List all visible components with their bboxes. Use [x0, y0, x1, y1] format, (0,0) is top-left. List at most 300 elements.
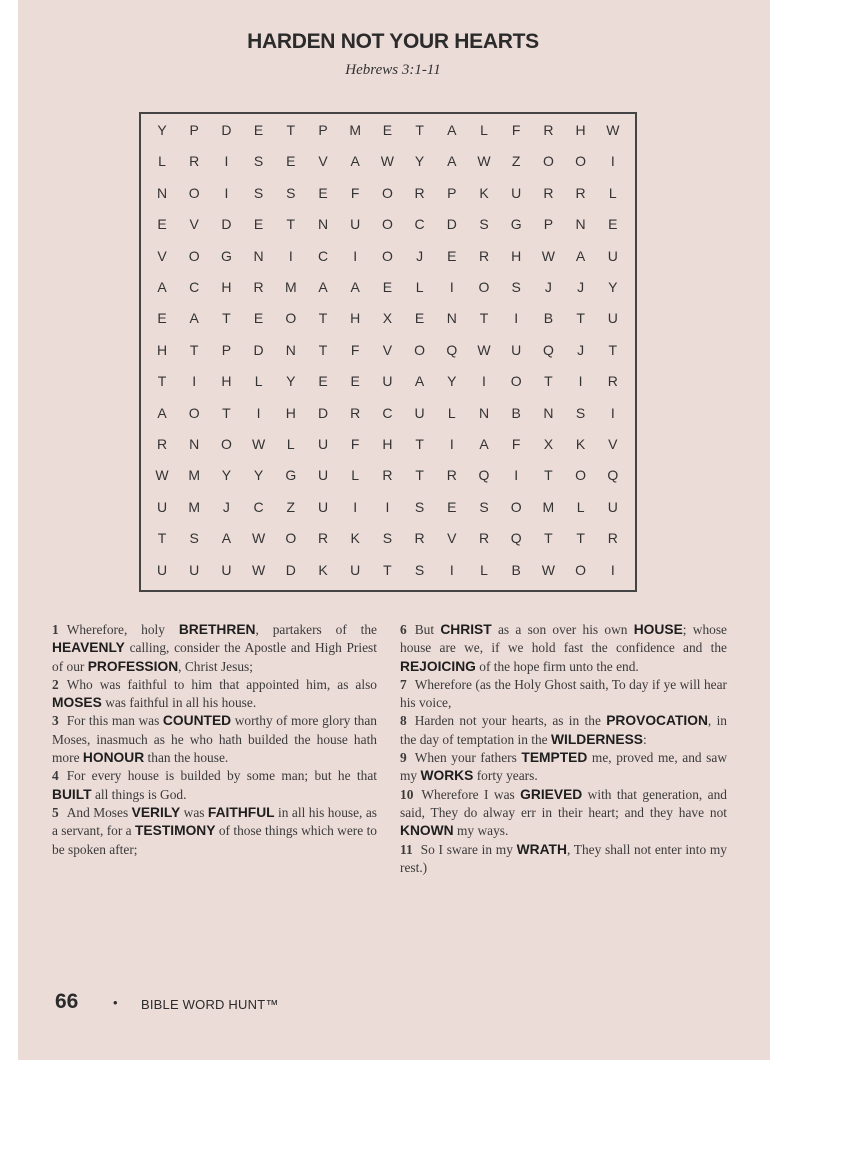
verse-number: 10 — [400, 786, 414, 802]
grid-letter[interactable]: I — [192, 373, 197, 390]
grid-letter[interactable]: A — [157, 404, 167, 421]
grid-letter[interactable]: C — [382, 404, 393, 421]
grid-letter[interactable]: T — [544, 373, 553, 390]
grid-letter[interactable]: G — [285, 467, 297, 484]
grid-letter[interactable]: K — [318, 561, 328, 578]
grid-letter[interactable]: H — [156, 341, 168, 358]
grid-letter[interactable]: O — [188, 404, 200, 421]
grid-letter[interactable]: N — [189, 436, 200, 452]
grid-letter[interactable]: L — [415, 279, 424, 295]
grid-letter[interactable]: V — [447, 530, 457, 547]
grid-letter[interactable]: U — [414, 404, 425, 421]
grid-letter[interactable]: W — [251, 530, 266, 547]
keyword: CHRIST — [440, 622, 492, 637]
grid-letter[interactable]: T — [222, 404, 231, 421]
verse-text: Wherefore (as the Holy Ghost saith, To day if ye will hear his voice, — [400, 676, 727, 711]
grid-letter[interactable]: O — [381, 216, 393, 233]
grid-letter[interactable]: O — [188, 184, 200, 201]
verse-7 — [400, 676, 727, 713]
grid-letter[interactable]: C — [414, 216, 425, 233]
grid-letter[interactable]: M — [188, 467, 201, 484]
grid-letter[interactable]: M — [349, 122, 362, 138]
grid-letter[interactable]: R — [543, 184, 554, 201]
grid-letter[interactable]: E — [414, 310, 425, 327]
grid-letter[interactable]: C — [189, 279, 200, 295]
grid-letter[interactable]: R — [575, 184, 586, 201]
grid-letter[interactable]: M — [284, 279, 297, 295]
verse-text: forty years. — [473, 768, 538, 784]
grid-letter[interactable]: S — [253, 184, 264, 201]
grid-letter[interactable]: S — [253, 153, 264, 170]
grid-letter[interactable]: T — [415, 467, 424, 484]
grid-letter[interactable]: S — [286, 184, 296, 201]
keyword: WRATH — [516, 841, 567, 857]
grid-letter[interactable]: F — [350, 184, 360, 201]
verse-text: , They shall not enter into my rest.) — [400, 841, 727, 875]
grid-letter[interactable]: W — [251, 436, 266, 452]
verses-left-column — [52, 621, 377, 859]
verse-3 — [52, 712, 377, 767]
grid-letter[interactable]: E — [382, 279, 393, 295]
verse-text: my ways. — [453, 823, 509, 839]
grid-letter[interactable]: R — [414, 530, 425, 547]
grid-letter[interactable]: R — [543, 122, 554, 138]
grid-letter[interactable]: L — [286, 436, 295, 452]
grid-letter[interactable]: J — [577, 341, 585, 358]
grid-letter[interactable]: P — [318, 122, 328, 138]
grid-letter[interactable]: T — [318, 310, 328, 327]
grid-letter[interactable]: S — [414, 498, 425, 515]
grid-letter[interactable]: T — [415, 122, 424, 138]
grid-letter[interactable]: O — [510, 373, 522, 390]
grid-letter[interactable]: T — [576, 530, 585, 547]
grid-letter[interactable]: S — [511, 279, 521, 295]
grid-letter[interactable]: B — [511, 561, 521, 578]
grid-letter[interactable]: E — [318, 184, 328, 201]
grid-letter[interactable]: A — [414, 373, 425, 390]
grid-letter[interactable]: L — [576, 498, 585, 515]
grid-letter[interactable]: I — [385, 498, 390, 515]
verse-number: 11 — [400, 841, 413, 857]
grid-letter[interactable]: E — [157, 216, 167, 233]
grid-letter[interactable]: E — [447, 498, 457, 515]
verse-number: 8 — [400, 713, 407, 729]
grid-letter[interactable]: Y — [221, 467, 232, 484]
grid-letter[interactable]: C — [317, 247, 329, 264]
grid-letter[interactable]: N — [446, 310, 457, 327]
grid-letter[interactable]: L — [254, 373, 263, 390]
keyword: TESTIMONY — [134, 823, 216, 839]
grid-letter[interactable]: J — [544, 279, 552, 295]
verse-number: 4 — [52, 768, 59, 784]
grid-letter[interactable]: I — [610, 153, 615, 170]
grid-letter[interactable]: W — [606, 122, 620, 138]
grid-letter[interactable]: O — [575, 467, 587, 484]
grid-letter[interactable]: Q — [446, 341, 458, 358]
keyword: WORKS — [420, 768, 474, 784]
page-footer — [55, 990, 279, 1014]
verse-text: , Christ Jesus; — [178, 658, 253, 674]
grid-letter[interactable]: H — [285, 404, 296, 421]
verse-1 — [52, 621, 377, 676]
grid-letter[interactable]: B — [511, 404, 521, 421]
grid-letter[interactable]: F — [511, 122, 521, 138]
verse-text: of those things which were to be spoken after; — [52, 823, 377, 857]
grid-letter[interactable]: D — [317, 404, 329, 421]
grid-letter[interactable]: T — [479, 310, 489, 327]
grid-letter[interactable]: H — [221, 373, 232, 390]
grid-letter[interactable]: Y — [447, 373, 457, 390]
grid-letter[interactable]: D — [446, 216, 457, 233]
verse-text: Who was faithful to him that appointed him, as also — [66, 676, 377, 692]
grid-letter[interactable]: I — [610, 404, 615, 421]
grid-letter[interactable]: R — [189, 153, 200, 170]
grid-letter[interactable]: N — [285, 341, 296, 358]
grid-letter[interactable]: I — [482, 373, 486, 390]
grid-letter[interactable]: O — [381, 247, 393, 264]
grid-letter[interactable]: I — [449, 436, 454, 452]
grid-letter[interactable]: O — [220, 436, 232, 452]
verse-text: as a son over his own — [491, 622, 634, 637]
grid-letter[interactable]: W — [477, 153, 491, 170]
verse-10 — [400, 786, 727, 841]
grid-letter[interactable]: N — [317, 216, 329, 233]
verse-text: calling, consider the Apostle and High Priest of our — [52, 640, 377, 674]
grid-letter[interactable]: T — [544, 530, 553, 547]
grid-letter[interactable]: X — [543, 436, 554, 452]
grid-letter[interactable]: Z — [511, 153, 521, 170]
verse-text: : — [642, 731, 647, 747]
verse-text: But — [414, 622, 441, 637]
verse-number: 5 — [52, 804, 59, 820]
grid-letter[interactable]: F — [350, 341, 360, 358]
grid-letter[interactable]: N — [253, 247, 264, 264]
grid-letter[interactable]: T — [544, 467, 553, 484]
grid-letter[interactable]: U — [317, 467, 329, 484]
grid-letter[interactable]: O — [285, 530, 297, 547]
grid-letter[interactable]: O — [414, 341, 426, 358]
grid-letter[interactable]: W — [251, 561, 266, 578]
grid-letter[interactable]: T — [576, 310, 585, 327]
grid-letter[interactable]: M — [542, 498, 555, 515]
grid-letter[interactable]: W — [541, 561, 555, 578]
grid-letter[interactable]: H — [511, 247, 522, 264]
grid-letter[interactable]: M — [188, 498, 201, 515]
verse-text: worthy of more glory than Moses, inasmuch as he who hath builded the house hath more — [52, 713, 378, 766]
grid-letter[interactable]: J — [577, 279, 585, 295]
grid-letter[interactable]: H — [350, 310, 361, 327]
grid-letter[interactable]: T — [415, 436, 424, 452]
grid-letter[interactable]: A — [479, 436, 489, 452]
grid-letter[interactable]: U — [317, 498, 329, 515]
grid-letter[interactable]: T — [286, 216, 296, 233]
grid-letter[interactable]: Q — [510, 530, 522, 547]
grid-letter[interactable]: N — [478, 404, 490, 421]
grid-letter[interactable]: F — [350, 436, 360, 452]
verse-text: When your fathers — [414, 750, 522, 766]
grid-letter[interactable]: O — [575, 561, 587, 578]
grid-letter[interactable]: O — [381, 184, 393, 201]
grid-letter[interactable]: L — [480, 122, 488, 138]
grid-letter[interactable]: I — [578, 373, 583, 390]
keyword: GRIEVED — [520, 786, 583, 802]
page-title: HARDEN NOT YOUR HEARTS — [247, 30, 539, 53]
grid-letter[interactable]: U — [156, 561, 168, 578]
grid-letter[interactable]: S — [189, 530, 199, 547]
grid-letter[interactable]: S — [575, 404, 586, 421]
grid-letter[interactable]: R — [446, 467, 457, 484]
grid-letter[interactable]: H — [382, 436, 393, 452]
grid-letter[interactable]: X — [382, 310, 393, 327]
grid-letter[interactable]: C — [253, 498, 264, 515]
grid-letter[interactable]: R — [156, 436, 168, 452]
grid-letter[interactable]: L — [447, 404, 456, 421]
keyword: TEMPTED — [521, 750, 588, 766]
grid-letter[interactable]: P — [189, 122, 199, 138]
grid-letter[interactable]: U — [382, 373, 393, 390]
grid-letter[interactable]: R — [414, 184, 425, 201]
keyword: PROFESSION — [87, 658, 179, 674]
grid-letter[interactable]: R — [253, 279, 264, 295]
verse-text: all things is God. — [91, 786, 187, 802]
grid-letter[interactable]: U — [607, 498, 618, 515]
grid-letter[interactable]: E — [157, 310, 167, 327]
verse-text: with that generation, and said, They do alway err in their heart; and they have not — [400, 786, 727, 820]
verse-text: was — [180, 804, 208, 820]
verse-number: 3 — [52, 713, 59, 729]
grid-letter[interactable]: U — [511, 341, 522, 358]
grid-letter[interactable]: E — [447, 247, 457, 264]
verse-number: 2 — [52, 676, 59, 692]
grid-letter[interactable]: V — [608, 436, 618, 452]
grid-letter[interactable]: S — [479, 498, 489, 515]
grid-letter[interactable]: I — [224, 184, 229, 201]
grid-letter[interactable]: S — [479, 216, 489, 233]
grid-letter[interactable]: N — [575, 216, 586, 233]
grid-letter[interactable]: H — [575, 122, 586, 138]
grid-letter[interactable]: E — [318, 373, 328, 390]
grid-letter[interactable]: P — [221, 341, 232, 358]
grid-letter[interactable]: E — [608, 216, 618, 233]
grid-letter[interactable]: Z — [286, 498, 296, 515]
grid-letter[interactable]: T — [318, 341, 328, 358]
grid-letter[interactable]: K — [350, 530, 360, 547]
grid-letter[interactable]: E — [286, 153, 296, 170]
grid-letter[interactable]: T — [383, 561, 392, 578]
grid-letter[interactable]: U — [156, 498, 168, 515]
grid-letter[interactable]: E — [253, 310, 264, 327]
grid-letter[interactable]: U — [189, 561, 200, 578]
book-title: BIBLE WORD HUNT™ — [141, 997, 279, 1012]
keyword: FAITHFUL — [207, 804, 275, 820]
grid-letter[interactable]: U — [511, 184, 522, 201]
grid-letter[interactable]: U — [607, 247, 618, 264]
grid-letter[interactable]: D — [221, 122, 232, 138]
grid-letter[interactable]: T — [157, 373, 167, 390]
grid-letter[interactable]: L — [158, 153, 166, 170]
verse-text: , in the day of temptation in the — [400, 713, 727, 747]
verse-number: 6 — [400, 622, 407, 637]
grid-letter[interactable]: I — [610, 561, 615, 578]
grid-letter[interactable]: J — [222, 498, 230, 515]
grid-letter[interactable]: T — [286, 122, 296, 138]
grid-letter[interactable]: D — [285, 561, 296, 578]
grid-letter[interactable]: I — [224, 153, 229, 170]
keyword: MOSES — [52, 695, 102, 711]
grid-letter[interactable]: I — [514, 467, 519, 484]
grid-letter[interactable]: T — [608, 341, 618, 358]
verse-text: For every house is builded by some man; but he that — [66, 768, 377, 784]
grid-letter[interactable]: E — [253, 122, 264, 138]
grid-letter[interactable]: V — [189, 216, 199, 233]
grid-letter[interactable]: H — [221, 279, 232, 295]
scripture-reference: Hebrews 3:1-11 — [345, 62, 441, 78]
grid-letter[interactable]: I — [353, 498, 358, 515]
grid-letter[interactable]: Q — [542, 341, 554, 358]
grid-letter[interactable]: E — [382, 122, 393, 138]
verse-text: in all his house, as a servant, for a — [52, 804, 377, 839]
grid-letter[interactable]: I — [288, 247, 293, 264]
grid-letter[interactable]: P — [447, 184, 457, 201]
keyword: HOUSE — [633, 622, 683, 637]
verse-5 — [52, 804, 377, 859]
grid-letter[interactable]: A — [157, 279, 167, 295]
grid-letter[interactable]: W — [541, 247, 555, 264]
grid-letter[interactable]: A — [575, 247, 586, 264]
word-search-grid[interactable] — [139, 112, 637, 592]
grid-letter[interactable]: I — [256, 404, 261, 421]
grid-letter[interactable]: K — [575, 436, 586, 452]
grid-letter[interactable]: G — [220, 247, 232, 264]
grid-letter[interactable]: V — [382, 341, 393, 358]
grid-letter[interactable]: R — [478, 530, 490, 547]
grid-letter[interactable]: O — [575, 153, 587, 170]
grid-letter[interactable]: T — [157, 530, 167, 547]
grid-letter[interactable]: J — [416, 247, 424, 264]
page-number: 66 — [55, 990, 79, 1013]
grid-letter[interactable]: O — [542, 153, 554, 170]
grid-letter[interactable]: A — [447, 122, 457, 138]
grid-letter[interactable]: R — [317, 530, 329, 547]
verse-number: 9 — [400, 750, 407, 766]
grid-letter[interactable]: Q — [478, 467, 490, 484]
grid-letter[interactable]: Y — [608, 279, 618, 295]
grid-letter[interactable]: W — [380, 153, 394, 170]
verse-text: Wherefore, holy — [66, 622, 179, 637]
grid-letter[interactable]: L — [351, 467, 360, 484]
grid-letter[interactable]: E — [253, 216, 264, 233]
grid-letter[interactable]: F — [511, 436, 521, 452]
grid-letter[interactable]: D — [253, 341, 264, 358]
grid-letter[interactable]: U — [350, 216, 361, 233]
grid-letter[interactable]: B — [543, 310, 554, 327]
grid-letter[interactable]: Q — [607, 467, 619, 484]
grid-letter[interactable]: D — [221, 216, 232, 233]
grid-letter[interactable]: E — [350, 373, 360, 390]
verse-text: For this man was — [66, 713, 163, 729]
grid-letter[interactable]: O — [478, 279, 490, 295]
keyword: BRETHREN — [178, 622, 256, 637]
verse-text: ; whose house are we, if we hold fast the confidence and the — [400, 622, 727, 656]
verse-2 — [52, 676, 377, 713]
keyword: BUILT — [52, 786, 92, 802]
grid-letter[interactable]: R — [350, 404, 361, 421]
grid-letter[interactable]: T — [222, 310, 231, 327]
grid-letter[interactable]: U — [221, 561, 232, 578]
grid-letter[interactable]: U — [607, 310, 618, 327]
verse-4 — [52, 767, 377, 804]
grid-letter[interactable]: L — [480, 561, 488, 578]
grid-letter[interactable]: P — [543, 216, 554, 233]
verse-number: 1 — [52, 622, 59, 637]
grid-letter[interactable]: A — [318, 279, 328, 295]
verse-text: me, proved me, and saw my — [400, 750, 727, 784]
grid-letter[interactable]: O — [510, 498, 522, 515]
grid-letter[interactable]: S — [382, 530, 393, 547]
grid-letter[interactable]: V — [318, 153, 328, 170]
grid-letter[interactable]: W — [477, 341, 491, 358]
grid-letter[interactable]: L — [608, 184, 617, 201]
keyword: HEAVENLY — [52, 640, 125, 656]
grid-letter[interactable]: S — [414, 561, 425, 578]
grid-letter[interactable]: I — [449, 561, 454, 578]
grid-letter[interactable]: A — [189, 310, 199, 327]
grid-letter[interactable]: R — [607, 373, 618, 390]
grid-letter[interactable]: A — [221, 530, 232, 547]
grid-letter[interactable]: R — [382, 467, 393, 484]
grid-letter[interactable]: N — [543, 404, 554, 421]
verse-text: was faithful in all his house. — [101, 695, 257, 711]
keyword: WILDERNESS — [550, 731, 643, 747]
grid-letter[interactable]: I — [449, 279, 454, 295]
verse-text: , partakers of the — [255, 622, 377, 637]
grid-letter[interactable]: V — [157, 247, 167, 264]
grid-letter[interactable]: Y — [414, 153, 425, 170]
grid-letter[interactable]: T — [189, 341, 199, 358]
verse-text: Wherefore I was — [421, 786, 521, 802]
grid-letter[interactable]: Y — [286, 373, 296, 390]
grid-letter[interactable]: G — [510, 216, 522, 233]
grid-letter[interactable]: O — [285, 310, 297, 327]
verse-text: than the house. — [144, 750, 229, 766]
verse-8 — [400, 712, 727, 749]
keyword: REJOICING — [400, 658, 476, 674]
footer-bullet: • — [113, 995, 118, 1010]
grid-letter[interactable]: I — [353, 247, 358, 264]
grid-letter[interactable]: K — [479, 184, 489, 201]
grid-letter[interactable]: A — [350, 279, 360, 295]
verse-text: Harden not your hearts, as in the — [414, 713, 607, 729]
grid-letter[interactable]: R — [478, 247, 490, 264]
grid-letter[interactable]: R — [607, 530, 618, 547]
grid-letter[interactable]: Y — [253, 467, 264, 484]
grid-letter[interactable]: A — [447, 153, 457, 170]
keyword: COUNTED — [162, 713, 232, 729]
grid-letter[interactable]: U — [350, 561, 361, 578]
grid-letter[interactable]: U — [317, 436, 329, 452]
grid-letter[interactable]: Y — [157, 122, 167, 138]
grid-letter[interactable]: N — [156, 184, 168, 201]
grid-letter[interactable]: I — [514, 310, 519, 327]
keyword: PROVOCATION — [606, 713, 708, 729]
verse-9 — [400, 749, 727, 786]
verse-6 — [400, 621, 727, 676]
grid-letter[interactable]: W — [155, 467, 169, 484]
verses-right-column — [400, 621, 727, 877]
keyword: HONOUR — [82, 750, 145, 766]
grid-letter[interactable]: A — [350, 153, 360, 170]
grid-letter[interactable]: O — [188, 247, 200, 264]
